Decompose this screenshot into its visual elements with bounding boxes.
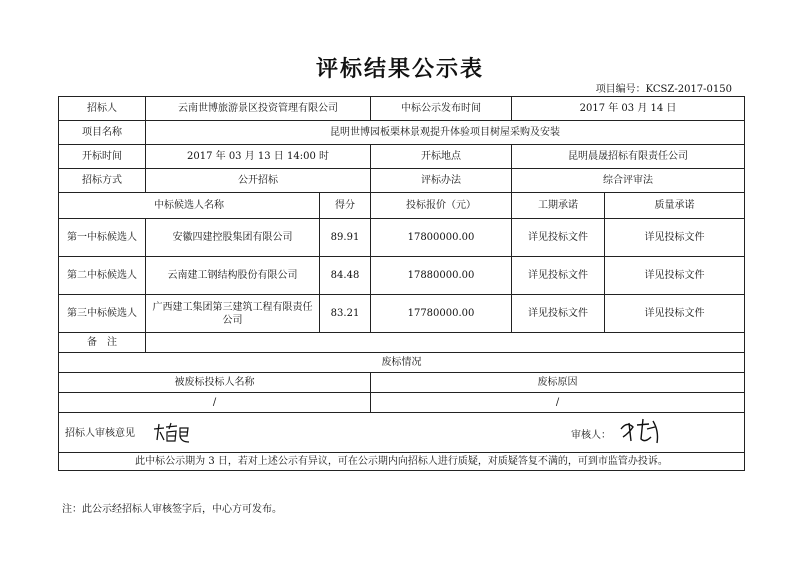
- notice-text: 此中标公示期为 3 日，若对上述公示有异议，可在公示期内向招标人进行质疑，对质疑答复不满的，可到市监管办投诉。: [59, 453, 745, 471]
- tenderer-label: 招标人: [59, 97, 146, 121]
- candidate-score: 83.21: [320, 295, 371, 333]
- table-row: [59, 97, 745, 121]
- table-row: [59, 413, 745, 453]
- open-place-label: 开标地点: [371, 145, 512, 169]
- bid-result-table: [58, 96, 745, 471]
- eval-method-value: 综合评审法: [512, 169, 745, 193]
- table-header-row: [59, 193, 745, 219]
- candidate-period: 详见投标文件: [512, 257, 605, 295]
- footnote: 注：此公示经招标人审核签字后，中心方可发布。: [62, 504, 282, 515]
- candidate-name: 安徽四建控股集团有限公司: [146, 219, 320, 257]
- reviewer-label: 审核人：: [571, 430, 611, 441]
- table-row: [59, 257, 745, 295]
- project-name-label: 项目名称: [59, 121, 146, 145]
- table-row: [59, 295, 745, 333]
- candidate-price: 17880000.00: [371, 257, 512, 295]
- period-header: 工期承诺: [512, 193, 605, 219]
- tenderer-opinion-label: 招标人审核意见: [65, 428, 135, 439]
- open-time-label: 开标时间: [59, 145, 146, 169]
- remarks-value: [146, 333, 745, 353]
- candidate-period: 详见投标文件: [512, 295, 605, 333]
- tenderer-signature-image: [151, 420, 191, 446]
- invalid-bidder-label: 被废标投标人名称: [59, 373, 371, 393]
- candidate-score: 84.48: [320, 257, 371, 295]
- invalid-reason-label: 废标原因: [371, 373, 745, 393]
- table-row: [59, 121, 745, 145]
- quality-header: 质量承诺: [605, 193, 745, 219]
- invalid-bidder-value: /: [59, 393, 371, 413]
- candidate-quality: 详见投标文件: [605, 295, 745, 333]
- table-row: [59, 453, 745, 471]
- reviewer-signature-image: [619, 415, 665, 447]
- score-header: 得分: [320, 193, 371, 219]
- page-title: 评标结果公示表: [315, 56, 484, 82]
- candidate-name: 云南建工钢结构股份有限公司: [146, 257, 320, 295]
- tenderer-value: 云南世博旅游景区投资管理有限公司: [146, 97, 371, 121]
- table-row: [59, 145, 745, 169]
- price-header: 投标报价（元）: [371, 193, 512, 219]
- table-row: [59, 219, 745, 257]
- review-row: [59, 413, 745, 453]
- candidate-score: 89.91: [320, 219, 371, 257]
- table-row: [59, 169, 745, 193]
- table-row: [59, 393, 745, 413]
- candidate-price: 17780000.00: [371, 295, 512, 333]
- candidate-rank: 第一中标候选人: [59, 219, 146, 257]
- invalid-reason-value: /: [371, 393, 745, 413]
- candidate-name-header: 中标候选人名称: [59, 193, 320, 219]
- candidate-rank: 第三中标候选人: [59, 295, 146, 333]
- open-place-value: 昆明晨晟招标有限责任公司: [512, 145, 745, 169]
- candidate-name: 广西建工集团第三建筑工程有限责任公司: [146, 295, 320, 333]
- publish-time-label: 中标公示发布时间: [371, 97, 512, 121]
- candidate-quality: 详见投标文件: [605, 257, 745, 295]
- publish-time-value: 2017 年 03 月 14 日: [512, 97, 745, 121]
- remarks-label: 备 注: [59, 333, 146, 353]
- candidate-price: 17800000.00: [371, 219, 512, 257]
- tender-method-label: 招标方式: [59, 169, 146, 193]
- project-number: 项目编号：KCSZ-2017-0150: [595, 84, 732, 95]
- table-row: [59, 333, 745, 353]
- table-row: [59, 353, 745, 373]
- table-row: [59, 373, 745, 393]
- eval-method-label: 评标办法: [371, 169, 512, 193]
- project-name-value: 昆明世博园板栗林景观提升体验项目树屋采购及安装: [146, 121, 745, 145]
- tender-method-value: 公开招标: [146, 169, 371, 193]
- candidate-rank: 第二中标候选人: [59, 257, 146, 295]
- invalid-bids-title: 废标情况: [59, 353, 745, 373]
- candidate-quality: 详见投标文件: [605, 219, 745, 257]
- open-time-value: 2017 年 03 月 13 日 14:00 时: [146, 145, 371, 169]
- candidate-period: 详见投标文件: [512, 219, 605, 257]
